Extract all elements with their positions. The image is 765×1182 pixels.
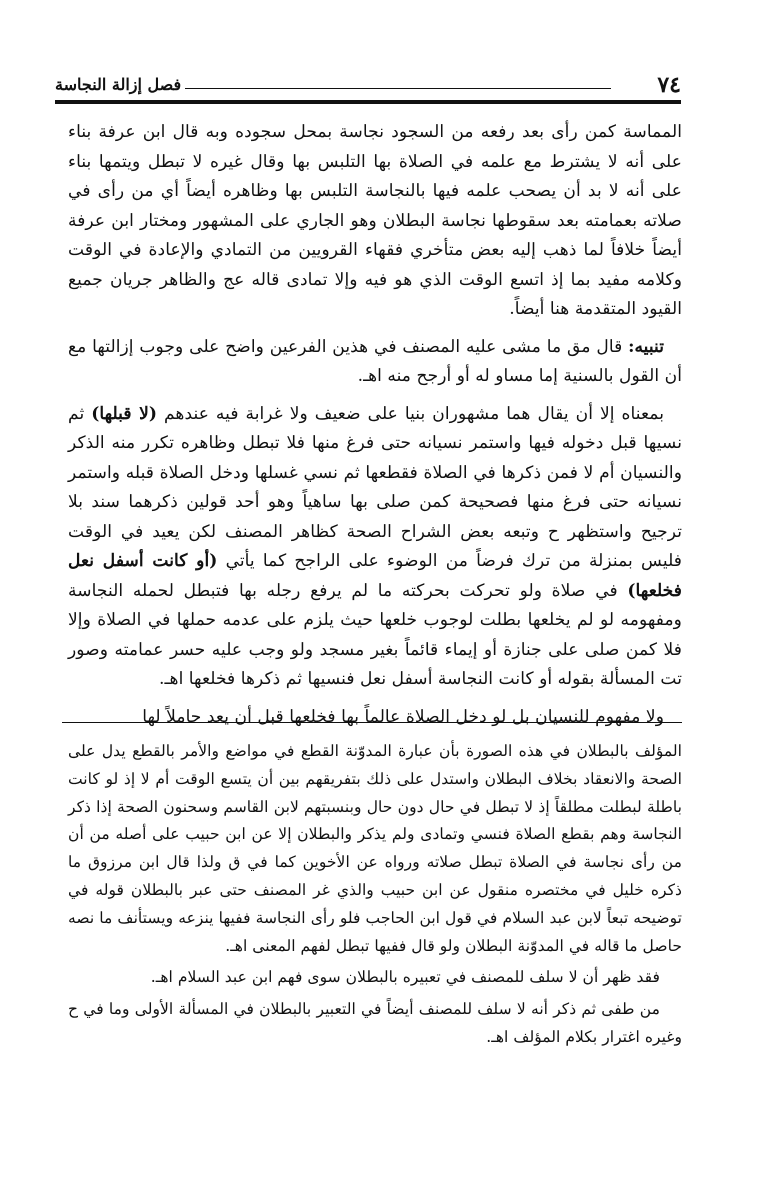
- paragraph-2-text: قال مق ما مشى عليه المصنف في هذين الفرعين واضح على وجوب إزالتها مع أن القول بالسنية إما مساو له أو أرجح منه اهـ.: [68, 336, 682, 386]
- header-dash-line: [185, 88, 611, 89]
- paragraph-3-part-e: في صلاة ولو تحركت بحركته ما لم يرفع رجله بها فتبطل لحمله النجاسة ومفهومه لو لم يخلعها بطلت لوجوب خلعها حيث يلزم على عدمه حملها في الصلاة وإلا فلا كمن صلى على جنازة أو إيماء قائماً بغير مسجد ولو وجب عليه حسر عمامته وصور تت المسألة بقوله أو كانت النجاسة أسفل نعل فنسيها ثم ذكرها فخلعها اهـ.: [68, 580, 682, 689]
- tanbih-label: تنبيه:: [628, 336, 664, 357]
- paragraph-3: [68, 400, 682, 695]
- footnote-separator: [62, 722, 682, 723]
- footnote-2: فقد ظهر أن لا سلف للمصنف في تعبيره بالبطلان سوى فهم ابن عبد السلام اهـ.: [150, 968, 660, 987]
- page-header: [55, 70, 681, 100]
- paragraph-3-part-a: بمعناه إلا أن يقال هما مشهوران بنيا على ضعيف ولا غرابة فيه عندهم: [157, 403, 664, 424]
- page-number: ٧٤: [657, 72, 681, 98]
- footnote-3: من طفى ثم ذكر أنه لا سلف للمصنف أيضاً في التعبير بالبطلان في المسألة الأولى وما في ح وغيره اغترار بكلام المؤلف اهـ.: [68, 1000, 682, 1046]
- footnote-1: المؤلف بالبطلان في هذه الصورة بأن عبارة المدوّنة القطع في مواضع والأمر بالقطع يدل على الصحة والانعقاد بخلاف البطلان واستدل على ذلك بتفريقهم بين أن يتسع الوقت أم لا إذ لو كانت باطلة لبطلت مطلقاً إذ لا تبطل في حال دون حال وبنسبتهم لابن القاسم وسحنون الصحة إذا ذكر النجاسة وهم بقطع الصلاة فنسي وتمادى ولم يذكر والبطلان إلا عن ابن حبيب على أصله من أن من رأى نجاسة في الصلاة تبطل صلاته ورواه عن الأخوين كما في ق ولذا قال ابن مرزوق ما ذكره خليل في مختصره منقول عن ابن حبيب والذي غر المصنف حتى عبر بالبطلان قوله في توضيحه تبعاً لابن عبد السلام في قول ابن الحاجب فلو رأى النجاسة ففيها ينزعه ويستأنف ما نصه حاصل ما قاله في المدوّنة البطلان ولو قال ففيها تبطل لفهم المعنى اهـ.: [68, 742, 682, 955]
- main-text: [68, 118, 682, 732]
- footnotes: [68, 738, 682, 1052]
- paragraph-1: المماسة كمن رأى بعد رفعه من السجود نجاسة بمحل سجوده وبه قال ابن عرفة بناء على أنه لا يشترط مع علمه في الصلاة بها التلبس بها وقال غيره لا تبطل ويتمها بناء على أنه لا بد أن يصحب علمه فيها بالنجاسة التلبس بها وظاهره أيضاً أي من رأى في صلاته بعمامته بعد سقوطها نجاسة البطلان وهو الجاري على المشهور ومختار ابن عرفة أيضاً خلافاً لما ذهب إليه بعض متأخري فقهاء القرويين من التمادي والإعادة في الوقت وكلامه مفيد بما إذ اتسع الوقت الذي هو فيه وإلا تمادى قاله عج والظاهر جريان جميع القيود المتقدمة هنا أيضاً.: [68, 122, 682, 319]
- paragraph-2: [68, 333, 682, 392]
- paragraph-3-part-c: ثم نسيها قبل دخوله فيها واستمر نسيانه حتى فرغ منها فلا تبطل وظاهره تكرر منه الذكر والنسيان أم لا فمن ذكرها في الصلاة فقطعها ثم نسي غسلها ودخل الصلاة قبله واستمر نسيانه حتى فرغ منها فصحيحة كمن صلى بها ساهياً وهو أحد قولين ذكرهما سند بلا ترجيح واستظهر ح وتبعه بعض الشراح الصحة كظاهر المصنف لكن يعيد في الوقت فليس بمنزلة من ترك فرضاً من الوضوء على الراجح كما يأتي: [68, 403, 683, 571]
- matn-quote-2: (أو كانت أسفل نعل فخلعها): [68, 551, 682, 601]
- chapter-title: فصل إزالة النجاسة: [55, 75, 182, 94]
- matn-quote-1: (لا قبلها): [91, 403, 158, 424]
- paragraph-4: ولا مفهوم للنسيان بل لو دخل الصلاة عالماً بها فخلعها قبل أن يعد حاملاً لها: [142, 706, 664, 727]
- header-rule: [55, 100, 681, 104]
